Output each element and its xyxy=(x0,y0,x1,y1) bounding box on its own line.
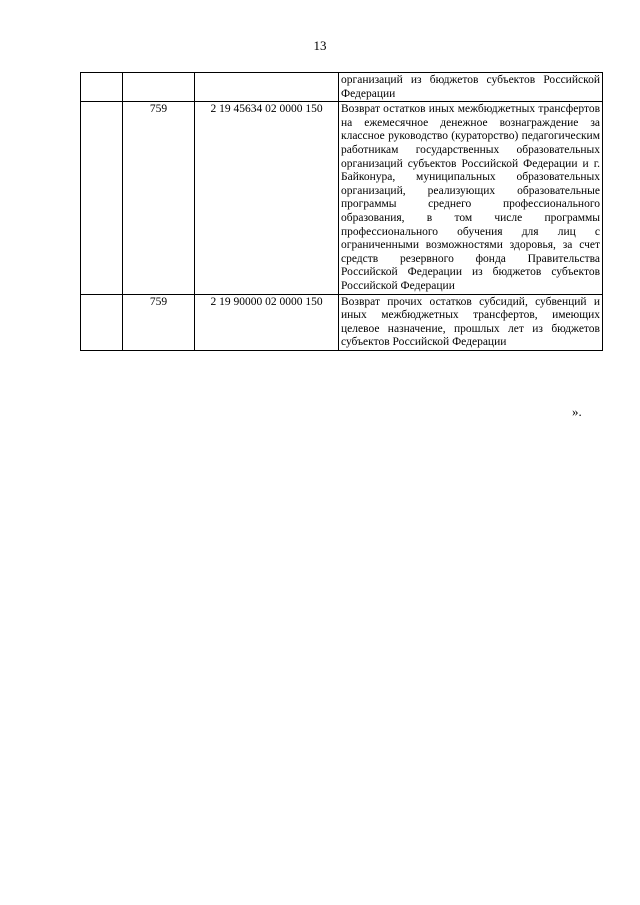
row-empty-cell xyxy=(81,294,123,350)
kbk-code-cell xyxy=(195,73,339,102)
admin-code-cell: 759 xyxy=(123,102,195,294)
budget-classification-table xyxy=(80,72,603,351)
table-row xyxy=(81,102,603,294)
table-row xyxy=(81,73,603,102)
kbk-code-cell: 2 19 90000 02 0000 150 xyxy=(195,294,339,350)
admin-code-cell: 759 xyxy=(123,294,195,350)
kbk-code-cell: 2 19 45634 02 0000 150 xyxy=(195,102,339,294)
description-cell: Возврат остатков иных межбюджетных трансфертов на ежемесячное денежное вознаграждение за классное руководство (кураторство) педагогическим работникам государственных образовательных организаций субъектов Российской Федерации и г. Байконура, муниципальных образовательных организаций, реализующих образовательные программы среднего профессионального образования, в том числе программы профессионального обучения для лиц с ограниченными возможностями здоровья, за счет средств резервного фонда Правительства Российской Федерации из бюджетов субъектов Российской Федерации xyxy=(339,102,603,294)
description-cell: Возврат прочих остатков субсидий, субвенций и иных межбюджетных трансфертов, имеющих целевое назначение, прошлых лет из бюджетов субъектов Российской Федерации xyxy=(339,294,603,350)
row-empty-cell xyxy=(81,102,123,294)
description-cell: организаций из бюджетов субъектов Российской Федерации xyxy=(339,73,603,102)
page-number: 13 xyxy=(313,38,327,53)
admin-code-cell xyxy=(123,73,195,102)
table-row xyxy=(81,294,603,350)
closing-quote-mark: ». xyxy=(572,404,582,419)
row-empty-cell xyxy=(81,73,123,102)
